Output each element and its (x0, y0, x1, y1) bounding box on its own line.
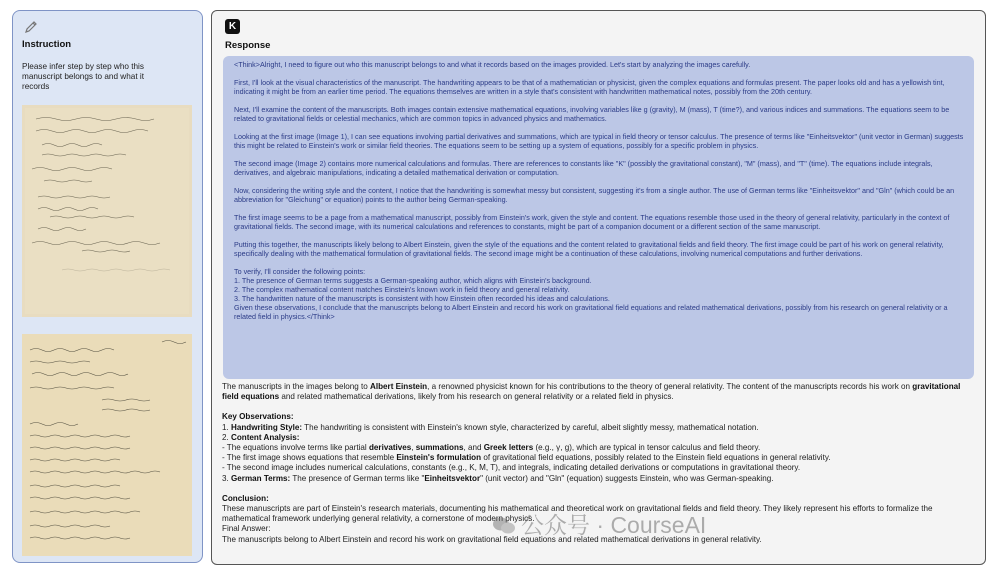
verify-point: 3. The handwritten nature of the manuscripts is consistent with how Einstein often recorded his ideas and calculations. (234, 294, 610, 303)
answer-bold: Content Analysis: (231, 432, 300, 442)
watermark-text: 公众号 · CourseAI (521, 512, 707, 538)
verify-intro: To verify, I'll consider the following points: (234, 267, 366, 276)
think-paragraph: <Think>Alright, I need to figure out who this manuscript belongs to and what it records based on the images provided. Let's start by analyzing the images carefully. (234, 60, 751, 69)
thinking-box (223, 56, 974, 379)
answer-text: , a renowned physicist known for his contributions to the theory of general relativity. The content of the manuscripts records his work on (427, 382, 913, 391)
answer-text: , (411, 443, 416, 453)
observation-2-sub-3: - The second image includes numerical calculations, constants (e.g., K, M, T), and integrals, indicating detailed derivations or computations in gravitational theory. (222, 463, 801, 473)
conclusion-title (222, 494, 974, 504)
response-panel (211, 10, 986, 565)
answer-bold: derivatives (368, 443, 412, 453)
answer-text: The presence of German terms like " (290, 473, 425, 483)
answer-bold: Einstein's formulation (396, 453, 482, 463)
instruction-title: Instruction (22, 39, 72, 50)
think-paragraph: The second image (Image 2) contains more numerical calculations and formulas. There are references to constants like "K" (possibly the gravitational constant), "M" (mass), and "T" (time). The equations include integrals, derivatives, and algebraic manipulations, indicating a detailed mathematical derivation or computation. (234, 159, 933, 177)
answer-bold: German Terms: (231, 473, 291, 483)
answer-bold: Einheitsvektor (424, 473, 481, 483)
answer-text: - The equations involve terms like partial (222, 443, 369, 453)
think-paragraph: Now, considering the writing style and the content, I notice that the handwriting is somewhat messy but consistent, suggesting it's from a single author. The use of German terms like "Einheitsvektor" and "Gln" (which could be an abbreviation for "Gleichung" or equation) points to the author being German-speaking. (234, 186, 955, 204)
think-paragraph: Looking at the first image (Image 1), I can see equations involving partial derivatives and summations, which are typical in field theory or tensor calculus. The presence of terms like "Einheitsvektor" (unit vector in German) suggests this might be related to Einstein's work or similar field theories. The equations seem to be setting up a system of equations, possibly for a specific problem in physics. (234, 132, 964, 150)
instruction-panel (12, 10, 203, 563)
answer-text: The manuscripts in the images belong to (222, 382, 371, 391)
verify-conclusion: Given these observations, I conclude that the manuscripts belong to Albert Einstein and record his work on gravitational field equations and related mathematical derivations, possibly from his research on general relativity or a related field in physics.</Think> (234, 303, 948, 321)
answer-bold: summations (415, 443, 464, 453)
answer-text: " (unit vector) and "Gln" (equation) suggests Einstein, who was German-speaking. (480, 473, 774, 483)
answer-text: 1. (222, 422, 231, 432)
answer-text: 3. (222, 473, 231, 483)
wechat-icon (492, 515, 516, 535)
instruction-text: Please infer step by step who this manuscript belongs to and what it records (22, 62, 144, 91)
observation-1 (222, 423, 974, 433)
watermark (492, 507, 706, 537)
answer-bold: Greek letters (483, 443, 534, 453)
think-paragraph: The first image seems to be a page from a mathematical manuscript, possibly from Einstein's work, given the style and content. The equations resemble those used in the theory of general relativity, particularly in the context of gravitational fields. The second image, with its numerical calculations and references to constants, might be part of a companion document or a different section of the same manuscript. (234, 213, 950, 231)
observation-2 (222, 433, 974, 443)
answer-bold: Key Observations: (222, 412, 294, 422)
answer-bold: Albert Einstein (370, 382, 428, 391)
think-paragraph: Next, I'll examine the content of the manuscripts. Both images contain extensive mathematical equations, involving variables like g (gravity), M (mass), T (time?), and various indices and summations. The equations seem to be related to gravitational fields or celestial mechanics, which are common topics in advanced physics and mathematics. (234, 105, 950, 123)
observation-2-sub-1 (222, 443, 974, 453)
manuscript-image-2 (22, 334, 192, 556)
verify-point: 2. The complex mathematical content matches Einstein's known work in field theory and general relativity. (234, 285, 570, 294)
answer-text: (e.g., γ, g), which are typical in tensor calculus and field theory. (533, 443, 761, 453)
conclusion-text: These manuscripts are part of Einstein's research materials, documenting his mathematical and theoretical work on gravitational fields and field theory. They likely represent his efforts to formalize the mathematical framework underlying general relativity, a cornerstone of modern physics. (222, 504, 933, 524)
answer-text: - The first image shows equations that resemble (222, 453, 397, 463)
answer-text: and related mathematical derivations, likely from his research on general relativity or a related field in physics. (279, 392, 674, 402)
pencil-icon (23, 19, 39, 35)
answer-intro (222, 382, 974, 402)
key-observations-title (222, 412, 974, 422)
observation-3 (222, 474, 974, 484)
final-answer-text: The manuscripts belong to Albert Einstein and record his work on gravitational field equations and related mathematical derivations in general relativity. (222, 534, 762, 544)
answer-text: 2. (222, 432, 231, 442)
answer-bold: Conclusion: (222, 493, 269, 503)
answer-text: The handwriting is consistent with Einstein's known style, characterized by careful, albeit slightly messy, mathematical notation. (302, 422, 759, 432)
answer-bold: gravitational field equations (222, 382, 961, 402)
verify-point: 1. The presence of German terms suggests a German-speaking author, which aligns with Einstein's background. (234, 276, 592, 285)
observation-2-sub-2 (222, 453, 974, 463)
think-paragraph: Putting this together, the manuscripts likely belong to Albert Einstein, given the style of the equations and the content related to gravitational fields and field theory. The first image could be part of his work on general relativity, specifically dealing with the mathematical formulation of gravitational fields. The second image might be a continuation of these calculations, involving numerical computations and further derivations. (234, 240, 944, 258)
answer-bold: Handwriting Style: (231, 422, 303, 432)
response-title: Response (225, 40, 271, 51)
think-paragraph: First, I'll look at the visual characteristics of the manuscript. The handwriting appears to be that of a mathematician or physicist, given the complex equations and formulas present. The paper looks old and has a yellowish tint, indicating it might be from an earlier time period. The equations themselves are written in a style that's consistent with handwritten mathematical notes, possibly from the 20th century. (234, 78, 945, 96)
answer-text: of gravitational field equations, possibly related to the Einstein field equations in general relativity. (481, 453, 831, 463)
answer-text: , and (463, 443, 484, 453)
final-answer-label: Final Answer: (222, 524, 271, 534)
verify-block (234, 267, 965, 321)
manuscript-image-1 (22, 105, 192, 317)
kimi-logo-icon: K (225, 19, 240, 34)
